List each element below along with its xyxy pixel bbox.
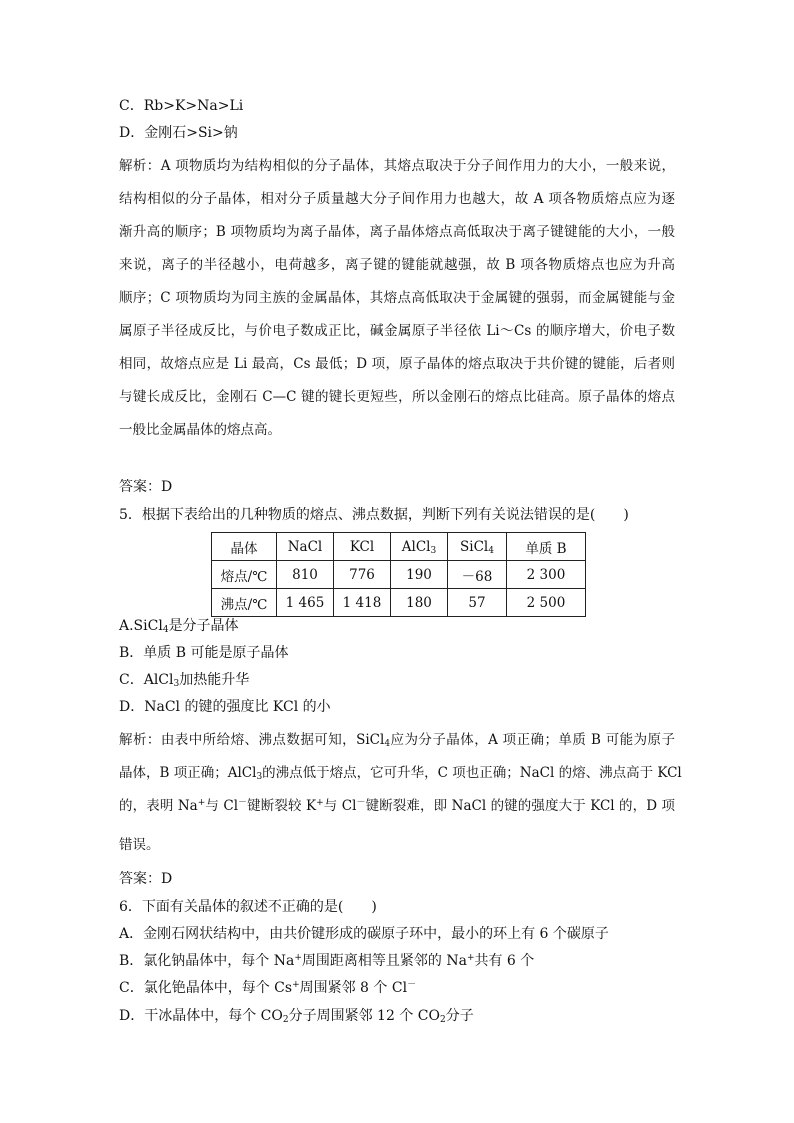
subscript: 4 <box>384 739 391 749</box>
q4-answer: 答案：D <box>119 479 173 495</box>
table-cell: 2 500 <box>507 589 586 617</box>
subscript: 4 <box>162 625 169 635</box>
text: 分子 <box>445 1008 474 1024</box>
text: 键断裂难，即 NaCl 的键的强度大于 KCl 的，D 项 <box>365 798 675 814</box>
text: 的沸点低于熔点，它可升华，C 项也正确；NaCl 的熔、沸点高于 KCl <box>262 765 682 781</box>
text: 周围紧邻 8 个 Cl <box>299 980 408 996</box>
text: 分子周围紧邻 12 个 CO <box>288 1008 440 1024</box>
table-cell: 180 <box>391 589 448 617</box>
superscript: － <box>356 798 366 808</box>
text: D．干冰晶体中，每个 CO <box>119 1008 283 1024</box>
subscript: 3 <box>256 772 263 782</box>
q4-explanation-line: 渐升高的顺序；B 项物质均为离子晶体，离子晶体熔点高低取决于离子键键能的大小，一般 <box>119 224 675 240</box>
q6-option-d <box>119 1007 474 1025</box>
q4-explanation-line: 属原子半径成反比，与价电子数成正比，碱金属原子半径依 Li～Cs 的顺序增大，价电子数 <box>119 323 675 339</box>
q5-option-d: D．NaCl 的键的强度比 KCl 的小 <box>119 699 331 715</box>
q5-explanation-line: 错误。 <box>119 837 160 853</box>
text: 解析：由表中所给熔、沸点数据可知，SiCl <box>119 732 385 748</box>
subscript: 2 <box>282 1015 289 1025</box>
superscript: + <box>294 953 302 963</box>
subscript: 3 <box>430 545 437 556</box>
header-cell <box>448 533 507 561</box>
superscript: + <box>316 798 324 808</box>
text: C．AlCl <box>119 672 174 688</box>
superscript: + <box>466 953 475 963</box>
table-cell: 57 <box>448 589 507 617</box>
table-cell: 810 <box>277 561 334 589</box>
table-cell: 1 465 <box>277 589 334 617</box>
q4-explanation-line: 结构相似的分子晶体，相对分子质量越大分子间作用力也越大，故 A 项各物质熔点应为逐 <box>119 191 675 207</box>
superscript: － <box>238 798 248 808</box>
q5-option-c <box>119 671 249 689</box>
text: 的，表明 Na <box>119 798 198 814</box>
q4-explanation-line: 来说，离子的半径越小，电荷越多，离子键的键能就越强，故 B 项各物质熔点也应为升高 <box>119 257 675 273</box>
table-cell: 2 300 <box>507 561 586 589</box>
text: 应为分子晶体，A 项正确；单质 B 可能为原子 <box>390 732 676 748</box>
q5-option-a <box>119 617 239 635</box>
table-cell: 776 <box>334 561 391 589</box>
subscript: 4 <box>488 545 494 556</box>
text: 键断裂较 K <box>247 798 317 814</box>
table-cell: －68 <box>448 561 507 589</box>
subscript: 2 <box>439 1015 446 1025</box>
subscript: 3 <box>173 679 180 689</box>
row-label: 熔点/℃ <box>212 561 277 589</box>
q4-option-c: C．Rb>K>Na>Li <box>119 98 244 114</box>
q4-explanation-line: 顺序；C 项物质均为同主族的金属晶体，其熔点高低取决于金属键的强弱，而金属键能与金 <box>119 290 675 306</box>
q4-option-d: D．金刚石>Si>钠 <box>119 125 238 141</box>
q4-explanation-line: 相同，故熔点应是 Li 最高，Cs 最低；D 项，原子晶体的熔点取决于共价键的键能，后者则 <box>119 356 675 372</box>
header-cell: 晶体 <box>212 533 277 561</box>
header-cell: 单质 B <box>507 533 586 561</box>
q5-answer: 答案：D <box>119 871 173 887</box>
table-row <box>212 589 586 617</box>
header-cell <box>391 533 448 561</box>
q6-option-a: A．金刚石网状结构中，由共价键形成的碳原子环中，最小的环上有 6 个碳原子 <box>119 926 609 942</box>
text: 与 Cl <box>205 798 239 814</box>
q6-option-b <box>119 952 534 970</box>
q5-explanation-line <box>119 797 675 815</box>
superscript: + <box>197 798 206 808</box>
table-row <box>212 561 586 589</box>
text: 晶体，B 项正确；AlCl <box>119 765 257 781</box>
q6-stem: 6．下面有关晶体的叙述不正确的是( ) <box>119 899 377 915</box>
text: 周围距离相等且紧邻的 Na <box>301 953 467 969</box>
formula-text: SiCl <box>460 538 489 555</box>
text: 是分子晶体 <box>168 618 239 634</box>
q5-explanation-line <box>119 764 682 782</box>
q6-option-c <box>119 979 416 997</box>
row-label: 沸点/℃ <box>212 589 277 617</box>
header-cell: KCl <box>334 533 391 561</box>
header-cell: NaCl <box>277 533 334 561</box>
formula-text: AlCl <box>401 538 431 555</box>
text: 加热能升华 <box>179 672 250 688</box>
q4-explanation-line: 与键长成反比，金刚石 C—C 键的键长更短些，所以金刚石的熔点比硅高。原子晶体的熔点 <box>119 389 675 405</box>
text: A.SiCl <box>119 618 163 634</box>
q5-stem: 5．根据下表给出的几种物质的熔点、沸点数据，判断下列有关说法错误的是( ) <box>119 507 629 523</box>
table-header-row <box>212 533 586 561</box>
text: C．氯化铯晶体中，每个 Cs <box>119 980 293 996</box>
table-cell: 190 <box>391 561 448 589</box>
q5-option-b: B．单质 B 可能是原子晶体 <box>119 645 289 661</box>
q4-explanation-line: 一般比金属晶体的熔点高。 <box>119 422 281 438</box>
melting-boiling-table <box>211 532 586 617</box>
text: 共有 6 个 <box>474 953 535 969</box>
text: 与 Cl <box>323 798 357 814</box>
table-cell: 1 418 <box>334 589 391 617</box>
q5-explanation-line <box>119 731 675 749</box>
q4-explanation-line: 解析：A 项物质均为结构相似的分子晶体，其熔点取决于分子间作用力的大小，一般来说， <box>119 158 675 174</box>
text: B．氯化钠晶体中，每个 Na <box>119 953 295 969</box>
superscript: － <box>407 980 417 990</box>
superscript: + <box>292 980 300 990</box>
